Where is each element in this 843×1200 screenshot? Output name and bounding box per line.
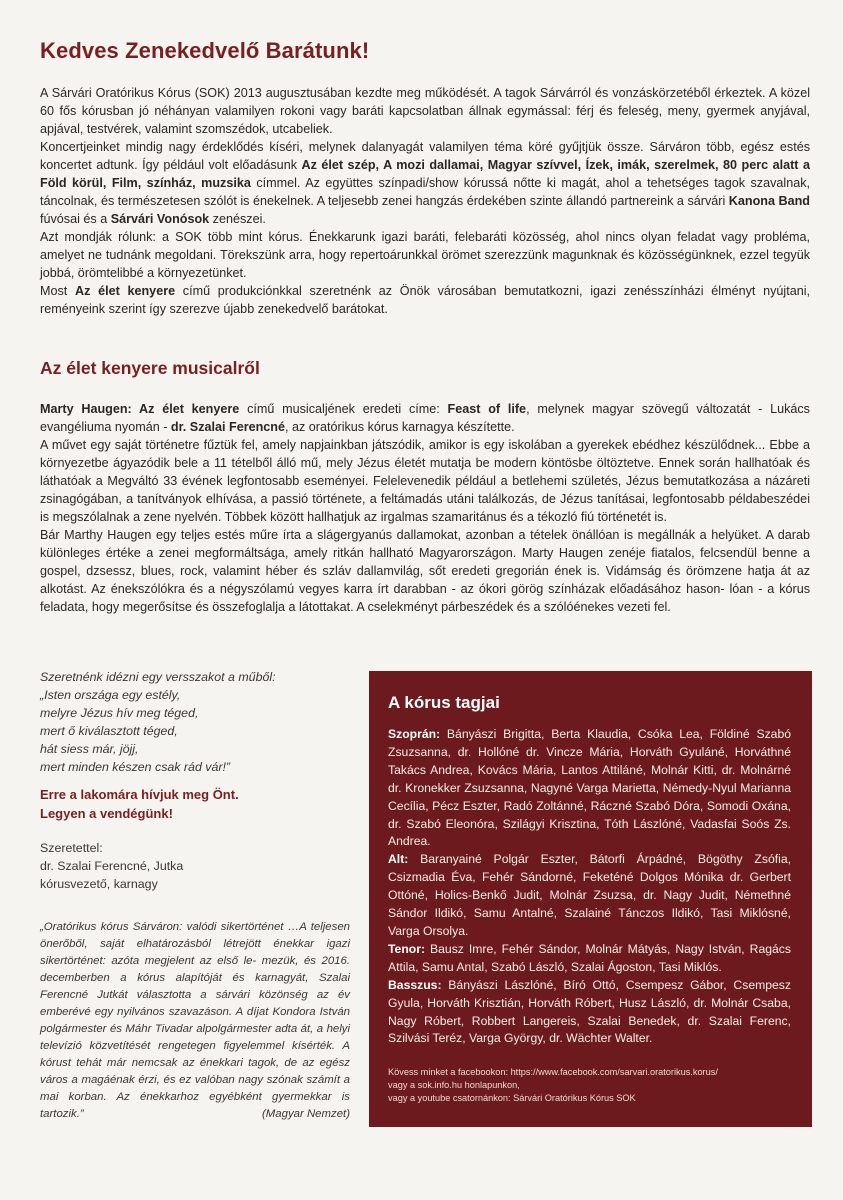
intro-p2-text: címmel. Az együttes színpadi/show kórussá nőtte ki magát, ahol a tehetséges tagok szavalnak, táncolnak, és természetesen szólót is énekelnek. A teljesebb zenei hangzás érdekében szinte állandó partnereink a sárvári [40, 176, 811, 208]
voice-label: Basszus: [388, 977, 442, 992]
musical-paragraph-3: Bár Marthy Haugen egy teljes estés műre írta a slágergyanús dallamokat, azonban a tételek önállóan is megállnák a helyüket. A darab különleges értéke a zenei megformáltsága, amely ritkán hallható Magyarországon. Marty Haugen zenéje fiatalos, felcsendül benne a gospel, dzsessz, blues, rock, valamint héber és szláv dallamvilág, sőt eredeti gregorián ének is. Vidámság és örömzene hatja át az alkotást. Az énekszólókra és a négyszólamú vegyes karra írt darabban - az ókori görög színházak előadásához hason- lóan - a kórus feladata, hogy megerősítse és összefoglalja a látottakat. A cselekményt párbeszédek és a szólóénekes vezeti fel. [40, 528, 810, 614]
intro-section [40, 84, 810, 318]
musical-paragraph-1 [40, 400, 810, 436]
signature-role: kórusvezető, karnagy [40, 877, 158, 891]
website-link[interactable]: vagy a sok.info.hu honlapunkon, [388, 1080, 520, 1091]
voice-names: Bányászi Lászlóné, Bíró Ottó, Csempesz Gábor, Csempesz Gyula, Horváth Krisztián, Horváth Róbert, Husz László, dr. Molnár Csaba, Nagy Róbert, Robbert Langereis, Szalai Benedek, dr. Szalai Ferenc, Szilvási Teréz, Varga György, dr. Wächter Walter. [388, 977, 791, 1046]
signature-block [40, 839, 350, 893]
left-column [40, 668, 350, 1123]
youtube-link[interactable]: vagy a youtube csatornánkon: Sárvári Oratórikus Kórus SOK [388, 1093, 636, 1104]
social-links [388, 1066, 791, 1105]
musical-p1-text: , az oratórikus kórus karnagya készítette. [285, 420, 515, 434]
invitation-line: Erre a lakomára hívjuk meg Önt. [40, 787, 239, 802]
press-quote [40, 919, 350, 1123]
intro-paragraph-4 [40, 282, 810, 318]
intro-paragraph-3: Azt mondják rólunk: a SOK több mint kórus. Énekkarunk igazi baráti, felebaráti közösség, ahol nincs olyan feladat vagy probléma, amelyet ne tudnánk megoldani. Törekszünk arra, hogy repertoárunkkal örömet szerezzünk magunknak és közösségünknek, ezzel tegyük jobbá, örömtelibbé a környezetünket. [40, 230, 810, 280]
musical-section [40, 400, 810, 616]
original-title: Feast of life [447, 402, 527, 416]
musical-p1-text: , melynek magyar szövegű változatát - Lukács evangéliuma nyomán - [40, 402, 810, 434]
signature-name: dr. Szalai Ferencné, Jutka [40, 859, 184, 873]
choir-members-box [369, 671, 812, 1127]
musical-heading: Az élet kenyere musicalről [40, 358, 260, 378]
concert-titles: Az élet szép, A mozi dallamai, Magyar szívvel, Ízek, imák, szerelmek, 80 perc alatt a Föld körül, Film, színház, muzsika [40, 158, 810, 190]
poem-line: melyre Jézus hív meg téged, [40, 706, 199, 720]
voice-label: Tenor: [388, 941, 426, 956]
musical-p1-text: című musicaljének eredeti címe: [239, 402, 448, 416]
choir-heading: A kórus tagjai [388, 693, 500, 712]
choir-members-list [388, 726, 791, 1048]
poem-line: mert minden készen csak rád vár!” [40, 760, 231, 774]
voice-label: Alt: [388, 852, 409, 867]
production-title: Az élet kenyere [75, 284, 176, 298]
intro-p2-text: fúvósai és a [40, 212, 111, 226]
voice-label: Szoprán: [388, 727, 441, 741]
quote-text: „Oratórikus kórus Sárváron: valódi sikertörténet …A teljesen önerőből, saját elhatározásból létrejött énekkar igazi sikertörténet: azóta megjelent az első le- mezük, és 2016. decemberben a kórus alapítóját és karnagyát, Szalai Ferencné Jutkát választotta a sárvári közönség az év emberévé egy nyilvános szavazáson. A díjat Kondora István polgármester és Máhr Tivadar alpolgármester adta át, a helyi televízió közvetítését rengetegen figyelemmel kísérték. A kórust tehát már nemcsak az énekkari tagok, de az egész város a magáénak érzi, és ez valóban nagy szónak számít a mai korban. Az énekkarhoz egyébként gyermekkar is tartozik.” [40, 921, 350, 1120]
voice-section-tenor [388, 941, 791, 977]
intro-paragraph-2 [40, 138, 810, 228]
poem-line: mert ő kiválasztott téged, [40, 724, 178, 738]
voice-section-alto [388, 851, 791, 941]
poem-line: hát siess már, jöjj, [40, 742, 139, 756]
musical-author-title: Marty Haugen: Az élet kenyere [40, 402, 240, 416]
invitation [40, 785, 350, 823]
intro-p2-text: Koncertjeinket mindig nagy érdeklődés kíséri, melynek dalanyagát valamilyen téma köré gyűjtjük össze. Sárváron több, egész estés koncertet adtunk. Így például volt előadásunk [40, 140, 810, 172]
page-title: Kedves Zenekedvelő Barátunk! [40, 38, 370, 63]
intro-p4-text: című produkciónkkal szeretnénk az Önök városában bemutatkozni, igazi zenésszínházi élményt nyújtani, reményeink szerint így szerezve újabb zenekedvelő barátokat. [40, 284, 810, 316]
invitation-line: Legyen a vendégünk! [40, 806, 173, 821]
intro-paragraph-1: A Sárvári Oratórikus Kórus (SOK) 2013 augusztusában kezdte meg működését. A tagok Sárvárról és vonzáskörzetéből érkeztek. A közel 60 fős kórusban jó néhányan valamilyen rokoni vagy baráti kapcsolatban állnak egymással: férj és feleség, meny, gyermek anyjával, apjával, testvérek, valamint szomszédok, utcabeliek. [40, 86, 810, 136]
intro-p4-text: Most [40, 284, 75, 298]
voice-names: Bausz Imre, Fehér Sándor, Molnár Mátyás, Nagy István, Ragács Attila, Samu Antal, Szabó László, Szalai Ágoston, Tasi Miklós. [388, 941, 791, 974]
intro-p2-text: zenészei. [209, 212, 266, 226]
musical-paragraph-2: A művet egy saját történetre fűztük fel, amely napjainkban játszódik, amikor is egy iskolában a gyerekek ebédhez készülődnek... Ebbe a környezetbe ágyazódik bele a 11 tételből álló mű, mely Jézus életét mutatja be modern köntösbe öltöztetve. Ennek során hallhatóak és láthatóak a Megváltó 33 évének legfontosabb eseményei. Felelevenedik például a betlehemi születés, Jézus bemutatkozása a názáreti zsinagógában, a tanítványok elhívása, a passió története, a feltámadás utáni találkozás, de Jézus tanításai, legfontosabb példabeszédei is megszólalnak a zene nyelvén. Többek között hallhatjuk az irgalmas szamaritánus és a tékozló fiú történetét is. [40, 438, 810, 524]
poem-intro: Szeretnénk idézni egy versszakot a műből: [40, 670, 276, 684]
partner-kanona-band: Kanona Band [728, 194, 810, 208]
poem-line: „Isten országa egy estély, [40, 688, 181, 702]
signature-greeting: Szeretettel: [40, 841, 103, 855]
voice-section-soprano [388, 726, 791, 851]
poem-excerpt [40, 668, 350, 776]
voice-names: Bányászi Brigitta, Berta Klaudia, Csóka Lea, Földiné Szabó Zsuzsanna, dr. Hollóné dr. Vincze Mária, Horváth Gyuláné, Horváthné Takács Andrea, Kovács Mária, Lantos Attiláné, Molnár Kitti, dr. Molnárné dr. Kronekker Zsuzsanna, Nagyné Varga Marietta, Némedy-Nyul Marianna Cecília, Pécz Eszter, Radó Zoltánné, Ráczné Szabó Dóra, Somodi Oxána, dr. Szabó Eleonóra, Szilágyi Krisztina, Tóth Lászlóné, Vadasfai Soós Zs. Andrea. [388, 727, 791, 849]
voice-names: Baranyainé Polgár Eszter, Bátorfi Árpádné, Bögöthy Zsófia, Csizmadia Éva, Fehér Sándorné, Feketéné Dolgos Mónika dr. Gerbert Ottóné, Holics-Benkő Judit, Molnár Zsuzsa, dr. Nagy Judit, Némethné Sándor Ildikó, Samu Antalné, Szalainé Tánczos Ildikó, Tasi Miklósné, Varga Orsolya. [388, 852, 791, 938]
translator-name: dr. Szalai Ferencné [170, 420, 285, 434]
voice-section-bass [388, 977, 791, 1049]
quote-source: (Magyar Nemzet) [262, 1108, 350, 1120]
partner-sarvari-vonosok: Sárvári Vonósok [110, 212, 210, 226]
facebook-link[interactable]: Kövess minket a facebookon: https://www.facebook.com/sarvari.oratorikus.korus/ [388, 1067, 718, 1078]
